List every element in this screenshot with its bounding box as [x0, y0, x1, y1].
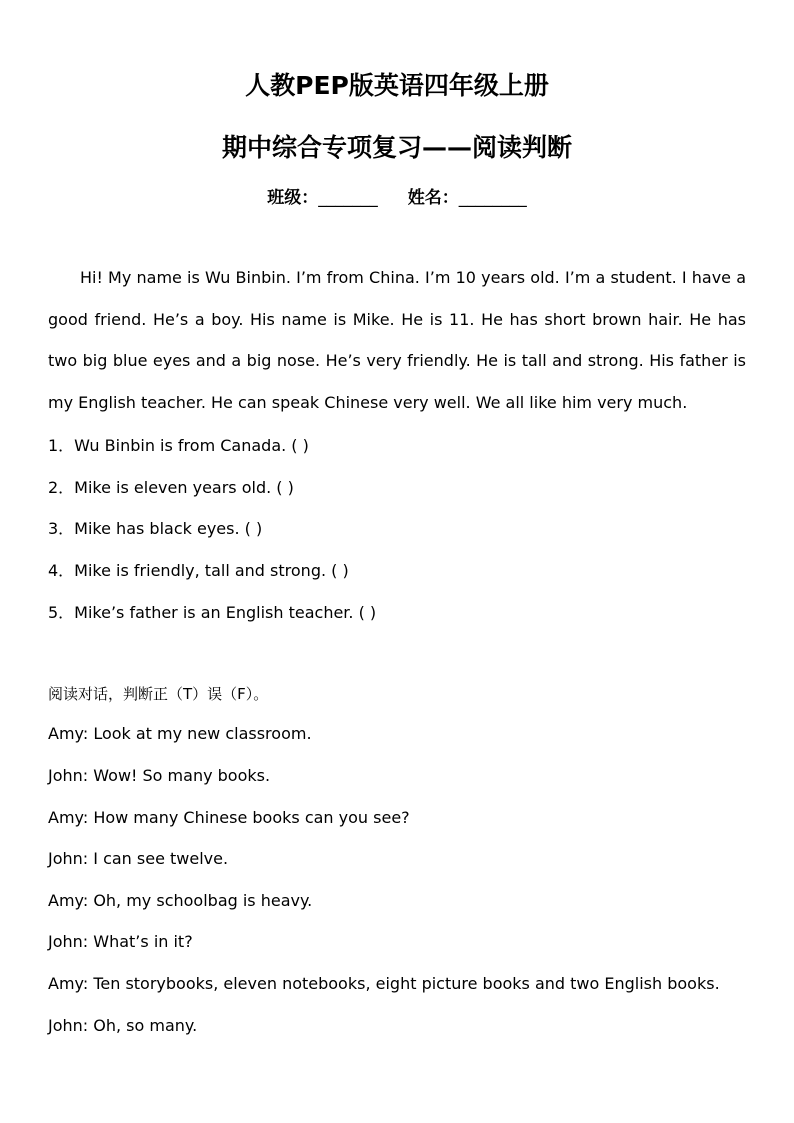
worksheet-subtitle: 期中综合专项复习——阅读判断 — [221, 133, 572, 162]
reading-passage: Hi! My name is Wu Binbin. I’m from China. I’m 10 years old. I’m a student. I have a good friend. He’s a boy. His name is Mike. He is 11. He has short brown hair. He has two big blue eyes and a big nose. He’s very friendly. He is tall and strong. His father is my English teacher. He can speak Chinese very well. We all like him very much. — [48, 268, 746, 412]
question-5: 5．Mike’s father is an English teacher. ( ) — [48, 603, 377, 622]
section2-instruction: 阅读对话，判断正（T）误（F）。 — [48, 685, 269, 703]
question-4: 4．Mike is friendly, tall and strong. ( ) — [48, 561, 349, 580]
name-label: 姓名： — [407, 188, 459, 208]
dialogue-line-7: Amy: Ten storybooks, eleven notebooks, eight picture books and two English books. — [48, 974, 720, 993]
dialogue-line-2: John: Wow! So many books. — [48, 766, 271, 785]
class-label: 班级： — [267, 188, 319, 208]
dialogue-line-1: Amy: Look at my new classroom. — [48, 724, 312, 743]
student-info-line — [0, 183, 794, 208]
worksheet-title: 人教PEP版英语四年级上册 — [245, 71, 549, 100]
name-blank: ________ — [458, 188, 527, 208]
class-blank: _______ — [318, 188, 378, 208]
dialogue-line-5: Amy: Oh, my schoolbag is heavy. — [48, 891, 313, 910]
dialogue-line-6: John: What’s in it? — [48, 932, 193, 951]
question-1: 1．Wu Binbin is from Canada. ( ) — [48, 436, 309, 455]
dialogue-line-8: John: Oh, so many. — [48, 1016, 198, 1035]
dialogue-line-3: Amy: How many Chinese books can you see? — [48, 808, 410, 827]
question-2: 2．Mike is eleven years old. ( ) — [48, 478, 294, 497]
question-3: 3．Mike has black eyes. ( ) — [48, 519, 263, 538]
dialogue-line-4: John: I can see twelve. — [48, 849, 229, 868]
